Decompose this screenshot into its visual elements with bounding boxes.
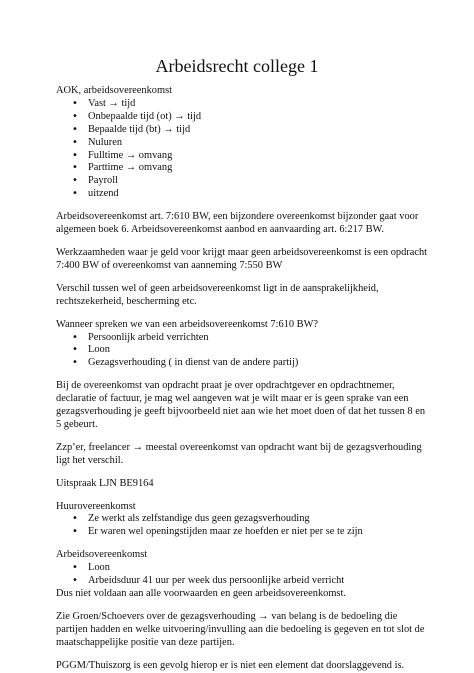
list-item: • Persoonlijk arbeid verrichten — [56, 332, 428, 345]
aok-heading: AOK, arbeidsovereenkomst — [56, 85, 172, 96]
list-item: • Gezagsverhouding ( in dienst van de andere partij) — [56, 357, 428, 370]
list-item: • Payroll — [56, 175, 428, 188]
wanneer-question: Wanneer spreken we van een arbeidsovereenkomst 7:610 BW? — [56, 318, 319, 330]
aok-list — [56, 98, 428, 201]
list-item: • Onbepaalde tijd (ot) → tijd — [56, 111, 428, 124]
list-item: • Loon — [56, 344, 428, 357]
arbeid-heading: Arbeidsovereenkomst — [56, 549, 148, 561]
list-item: • Bepaalde tijd (bt) → tijd — [56, 124, 428, 137]
paragraph-pggm: PGGM/Thuiszorg is een gevolg hierop er is niet een element dat doorslaggevend is. — [56, 659, 405, 671]
list-item: • Ze werkt als zelfstandige dus geen gezagsverhouding — [56, 513, 428, 526]
list-item: • Loon — [56, 562, 428, 575]
list-item: • Parttime → omvang — [56, 162, 428, 175]
paragraph-verschil: Verschil tussen wel of geen arbeidsovereenkomst ligt in de aansprakelijkheid, rechtszekerheid, bescherming etc. — [56, 282, 379, 307]
arbeid-conclusion: Dus niet voldaan aan alle voorwaarden en geen arbeidsovereenkomst. — [56, 588, 346, 599]
huur-heading: Huurovereenkomst — [56, 500, 136, 512]
paragraph-uitspraak: Uitspraak LJN BE9164 — [56, 477, 154, 489]
list-item: • Arbeidsduur 41 uur per week dus persoonlijke arbeid verricht — [56, 575, 428, 588]
paragraph-groen-schoevers: Zie Groen/Schoevers over de gezagsverhouding → van belang is de bedoeling die partijen hadden en welke uitvoering/invulling aan die bedoeling is gegeven en tot slot de maatschappelijke positie van deze partijen. — [56, 610, 425, 648]
paragraph-art-7610: Arbeidsovereenkomst art. 7:610 BW, een bijzondere overeenkomst bijzonder gaat voor algemeen boek 6. Arbeidsovereenkomst aanbod en aanvaarding art. 6:217 BW. — [56, 211, 419, 236]
document-body — [56, 85, 428, 673]
wanneer-list — [56, 332, 428, 371]
paragraph-opdrachtgever: Bij de overeenkomst van opdracht praat je over opdrachtgever en opdrachtnemer, declaratie of factuur, je mag wel aangeven wat je wilt maar er is geen sprake van een gezagsverhouding je geeft bijvoorbeeld niet aan wie het moet doen of dat het tussen 8 en 5 gebeurt. — [56, 380, 426, 430]
arbeid-list — [56, 562, 428, 588]
page-title: Arbeidsrecht college 1 — [155, 56, 319, 76]
list-item: • Nuluren — [56, 137, 428, 150]
paragraph-opdracht: Werkzaamheden waar je geld voor krijgt maar geen arbeidsovereenkomst is een opdracht 7:400 BW of overeenkomst van aanneming 7:550 BW — [56, 246, 428, 271]
list-item: • Er waren wel openingstijden maar ze hoefden er niet per se te zijn — [56, 526, 428, 539]
list-item: • uitzend — [56, 188, 428, 201]
huur-list — [56, 513, 428, 539]
paragraph-zzp: Zzp’er, freelancer → meestal overeenkomst van opdracht want bij de gezagsverhouding ligt het verschil. — [56, 441, 422, 466]
list-item: • Vast → tijd — [56, 98, 428, 111]
list-item: • Fulltime → omvang — [56, 150, 428, 163]
